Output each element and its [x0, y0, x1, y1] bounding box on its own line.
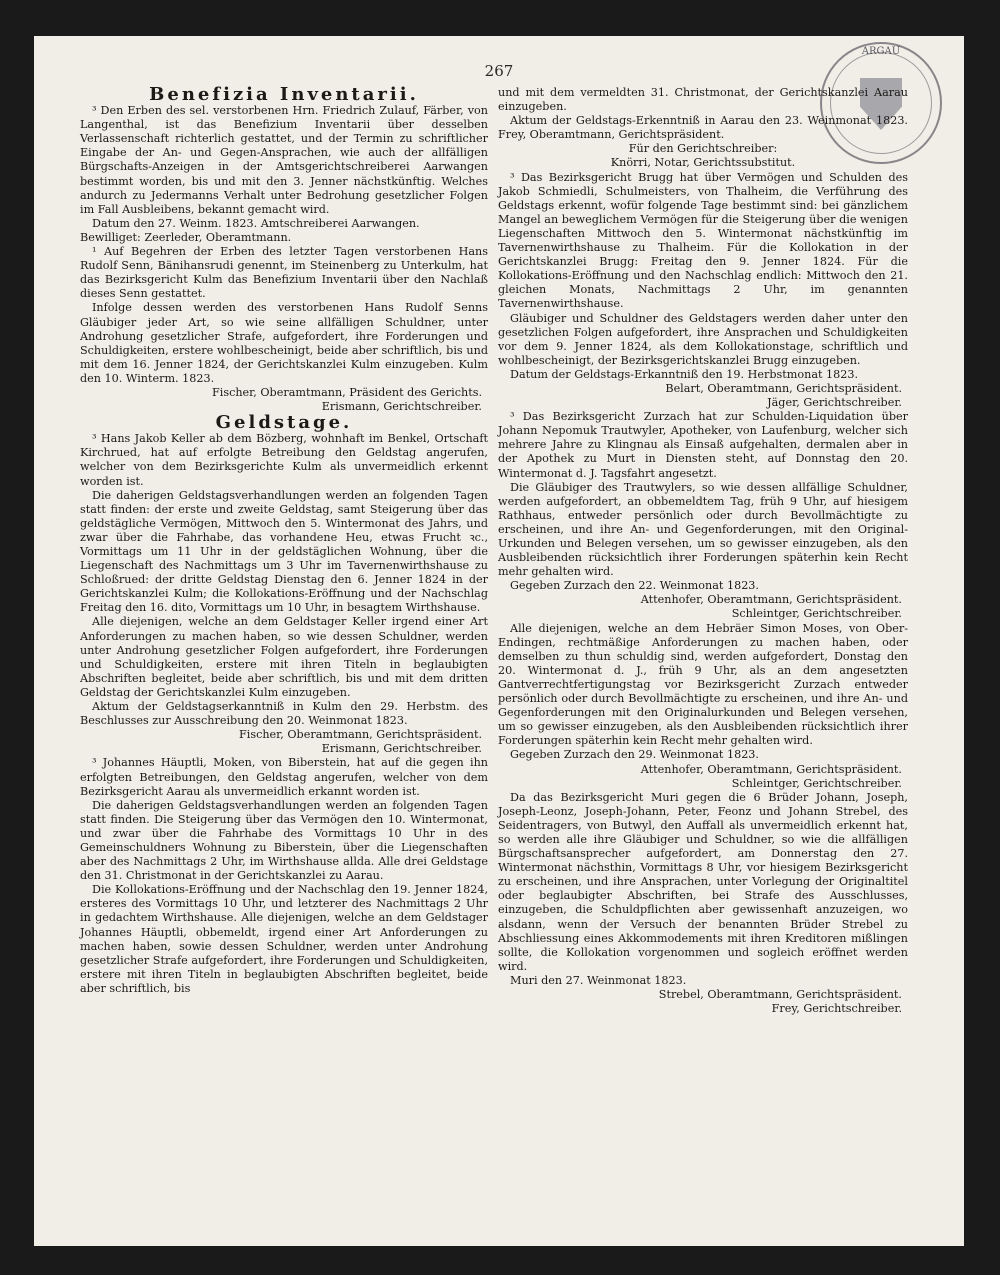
- notice-paragraph: Datum der Geldstags-Erkanntniß den 19. Herbstmonat 1823.: [510, 367, 859, 381]
- notice-paragraph: Da das Bezirksgericht Muri gegen die 6 Brüder Johann, Joseph, Joseph-Leonz, Joseph-Johann, Peter, Feonz und Johann Strebel, des Seidentragers, von Butwyl, den Auffall als unvermeidlich erkennt hat, so werden alle ihre Gläubiger und Schuldner, so wie die allfälligen Bürgschaftsansprecher aufgefordert, am Donnerstag den 27. Wintermonat nächsthin, Vormittags 8 Uhr, vor hiesigem Bezirksgericht zu erscheinen, und ihre Ansprachen, unter Vorlegung der Originaltitel oder beglaubigter Abschriften, bei Strafe des Ausschlusses, einzugeben, die Schuldpflichten aber gewissenhaft anzuzeigen, wo alsdann, wenn der Versuch der benannten Brüder Strebel zu Abschliessung eines Akkommodements mit ihren Kreditoren mißlingen sollte, die Kollokation vorgenommen und sogleich eröffnet werden wird.: [498, 790, 908, 973]
- signature-line: Strebel, Oberamtmann, Gerichtspräsident.: [658, 988, 902, 1001]
- notice-paragraph: ¹ Auf Begehren der Erben des letzter Tagen verstorbenen Hans Rudolf Senn, Bänihansrudi genennt, im Steinenberg zu Unterkulm, hat das Bezirksgericht Kulm das Benefizium Inventarii über den Nachlaß dieses Senn gestattet.: [80, 245, 488, 301]
- signature-line: Attenhofer, Oberamtmann, Gerichtspräsident.: [640, 762, 902, 776]
- signature-line: Für den Gerichtschreiber:: [628, 142, 778, 156]
- right-column: [498, 86, 908, 1016]
- left-column: [80, 86, 488, 996]
- page-number: 267: [484, 62, 514, 80]
- notice-paragraph: Infolge dessen werden des verstorbenen Hans Rudolf Senns Gläubiger jeder Art, so wie seine allfälligen Schuldner, unter Androhung gesetzlicher Strafe, aufgefordert, ihre Forderungen und Schuldigkeiten, erstere wohlbescheinigt, beide aber schriftlich, bis und mit dem 16. Jenner 1824, der Gerichtskanzlei Kulm einzugeben. Kulm den 10. Winterm. 1823.: [80, 301, 488, 385]
- notice-paragraph: Bewilliget: Zeerleder, Oberamtmann.: [80, 230, 292, 244]
- notice-paragraph: Gläubiger und Schuldner des Geldstagers werden daher unter den gesetzlichen Folgen aufgefordert, ihre Ansprachen und Schuldigkeiten vor dem 9. Jenner 1824, als dem Kollokationstage, schriftlich und wohlbescheinigt, der Bezirksgerichtskanzlei Brugg einzugeben.: [498, 311, 908, 367]
- notice-paragraph: Die Gläubiger des Trautwylers, so wie dessen allfällige Schuldner, werden aufgefordert, an obbemeldtem Tag, früh 9 Uhr, auf hiesigem Rathhaus, entweder persönlich oder durch Bevollmächtigte zu erscheinen, und ihre An- und Gegenforderungen, mit den Original-Urkunden und Belegen versehen, um so gewisser einzugeben, als den Ausbleibenden rücksichtlich ihrer Forderungen späterhin kein Recht mehr gehalten wird.: [498, 480, 908, 579]
- signature-line: Fischer, Oberamtmann, Präsident des Gerichts.: [211, 385, 482, 399]
- signature-line: Erismann, Gerichtschreiber.: [321, 742, 482, 756]
- stamp-text: ARGAU: [861, 46, 901, 57]
- signature-line: Knörri, Notar, Gerichtssubstitut.: [610, 156, 796, 170]
- signature-line: Schleintger, Gerichtschreiber.: [731, 776, 902, 790]
- notice-paragraph: Die daherigen Geldstagsverhandlungen werden an folgenden Tagen statt finden. Die Steigerung über das Vermögen den 10. Wintermonat, und zwar über die Fahrhabe des Vormittags 10 Uhr in des Gemeinschuldners Wohnung zu Biberstein, über die Liegenschaften aber des Nachmittags 2 Uhr, im Wirthshause allda. Alle drei Geldstage den 31. Christmonat in der Gerichtskanzlei zu Aarau.: [80, 798, 488, 883]
- notice-paragraph: ³ Johannes Häuptli, Moken, von Biberstein, hat auf die gegen ihn erfolgten Betreibungen, den Geldstag angerufen, welcher von dem Bezirksgericht Aarau als unvermeidlich erkannt worden ist.: [80, 756, 488, 798]
- notice-paragraph: Die Kollokations-Eröffnung und der Nachschlag den 19. Jenner 1824, ersteres des Vormittags 10 Uhr, und letzterer des Nachmittags 2 Uhr in gedachtem Wirthshause. Alle diejenigen, welche an dem Geldstager Johannes Häuptli, obbemeldt, irgend einer Art Anforderungen zu machen haben, sowie dessen Schuldner, werden unter Androhung gesetzlicher Strafe aufgefordert, ihre Forderungen und Schuldigkeiten, erstere mit ihren Titeln in beglaubigten Abschriften begleitet, beide aber schriftlich, bis: [80, 883, 488, 995]
- signature-line: Belart, Oberamtmann, Gerichtspräsident.: [665, 381, 902, 395]
- notice-paragraph: Aktum der Geldstagserkanntniß in Kulm den 29. Herbstm. des Beschlusses zur Ausschreibung den 20. Weinmonat 1823.: [80, 700, 488, 728]
- notice-paragraph: Die daherigen Geldstagsverhandlungen werden an folgenden Tagen statt finden: der erste und zweite Geldstag, samt Steigerung über das geldstägliche Vermögen, Mittwoch den 5. Wintermonat des Jahrs, und zwar über die Fahrhabe, das vorhandene Heu, etwas Frucht ꝛc., Vormittags um 11 Uhr in der geldstäglichen Wohnung, über die Liegenschaft des Nachmittags um 3 Uhr im Tavernenwirthshause zu Schloßrued: der dritte Geldstag Dienstag den 6. Jenner 1824 in der Gerichtskanzlei Kulm; die Kollokations-Eröffnung und der Nachschlag Freitag den 16. dito, Vormittags um 10 Uhr, in besagtem Wirthshause.: [80, 488, 488, 615]
- notice-paragraph: Gegeben Zurzach den 22. Weinmonat 1823.: [510, 579, 759, 593]
- notice-paragraph: Datum den 27. Weinm. 1823. Amtschreiberei Aarwangen.: [92, 216, 420, 230]
- section-heading-geldstage: Geldstage.: [215, 412, 353, 434]
- newspaper-page: [34, 36, 964, 1246]
- notice-paragraph: ³ Das Bezirksgericht Brugg hat über Vermögen und Schulden des Jakob Schmiedli, Schulmeisters, von Thalheim, die Verführung des Geldstags erkennt, wofür folgende Tage bestimmt sind: bei gänzlichem Mangel an beweglichem Vermögen für die Steigerung über die wenigen Liegenschaften Mittwoch den 5. Wintermonat nächstkünftig im Tavernenwirthshause zu Thalheim. Für die Kollokation in der Gerichtskanzlei Brugg: Freitag den 9. Jenner 1824. Für die Kollokations-Eröffnung und den Nachschlag endlich: Mittwoch den 21. gleichen Monats, Nachmittags 2 Uhr, im genannten Tavernenwirthshause.: [498, 170, 908, 311]
- section-heading-benefizia: Benefizia Inventarii.: [149, 84, 419, 105]
- signature-line: Erismann, Gerichtschreiber.: [321, 400, 482, 414]
- notice-paragraph: ³ Den Erben des sel. verstorbenen Hrn. Friedrich Zulauf, Färber, von Langenthal, ist das Benefizium Inventarii über desselben Verlassenschaft richterlich gestattet, und der Termin zu schriftlicher Eingabe der An- und Gegen-Ansprachen, wie auch der allfälligen Bürgschafts-Anzeigen in der Amtsgerichtschreiberei Aarwangen bestimmt worden, bis und mit den 3. Jenner nächstkünftig. Welches andurch zu Jedermanns Verhalt unter Bedrohung gesetzlicher Folgen im Fall Ausbleibens, bekannt gemacht wird.: [80, 104, 488, 216]
- notice-paragraph: und mit dem vermeldten 31. Christmonat, der Gerichtskanzlei Aarau einzugeben.: [498, 86, 908, 114]
- notice-paragraph: Aktum der Geldstags-Erkenntniß in Aarau den 23. Weinmonat 1823. Frey, Oberamtmann, Gerichtspräsident.: [498, 114, 908, 142]
- notice-paragraph: Alle diejenigen, welche an dem Geldstager Keller irgend einer Art Anforderungen zu machen haben, so wie dessen Schuldner, werden unter Androhung gesetzlicher Folgen aufgefordert, ihre Forderungen und Schuldigkeiten, erstere mit ihren Titeln in beglaubigten Abschriften begleitet, beide aber schriftlich, bis und mit dem dritten Geldstag der Gerichtskanzlei Kulm einzugeben.: [80, 615, 488, 699]
- signature-line: Frey, Gerichtschreiber.: [771, 1002, 902, 1016]
- notice-paragraph: ³ Das Bezirksgericht Zurzach hat zur Schulden-Liquidation über Johann Nepomuk Trautwyler, Apotheker, von Laufenburg, welcher sich mehrere Jahre zu Klingnau als Einsaß aufgehalten, dermalen aber in der Apothek zu Murt in Diensten steht, auf Donnstag den 20. Wintermonat d. J. Tagsfahrt angesetzt.: [498, 410, 908, 480]
- notice-paragraph: Gegeben Zurzach den 29. Weinmonat 1823.: [510, 748, 759, 762]
- notice-paragraph: Alle diejenigen, welche an dem Hebräer Simon Moses, von Ober-Endingen, rechtmäßige Anforderungen zu machen haben, oder demselben zu thun schuldig sind, werden aufgefordert, Donstag den 20. Wintermonat d. J., früh 9 Uhr, als an dem angesetzten Gantverrechtfertigungstag vor Bezirksgericht Zurzach entweder persönlich oder durch Bevollmächtigte zu erscheinen, und ihre An- und Gegenforderungen mit den Originalurkunden und Belegen versehen, um so gewisser einzugeben, als den Ausbleibenden rücksichtlich ihrer Forderungen späterhin kein Recht mehr gehalten wird.: [498, 621, 908, 748]
- signature-line: Jäger, Gerichtschreiber.: [767, 396, 902, 410]
- notice-paragraph: Muri den 27. Weinmonat 1823.: [510, 973, 687, 987]
- signature-line: Attenhofer, Oberamtmann, Gerichtspräsident.: [640, 593, 902, 607]
- signature-line: Schleintger, Gerichtschreiber.: [731, 607, 902, 621]
- notice-paragraph: ³ Hans Jakob Keller ab dem Bözberg, wohnhaft im Benkel, Ortschaft Kirchrued, hat auf erfolgte Betreibung den Geldstag angerufen, welcher von dem Bezirksgerichte Kulm als unvermeidlich erkennt worden ist.: [80, 432, 488, 488]
- signature-line: Fischer, Oberamtmann, Gerichtspräsident.: [238, 728, 482, 742]
